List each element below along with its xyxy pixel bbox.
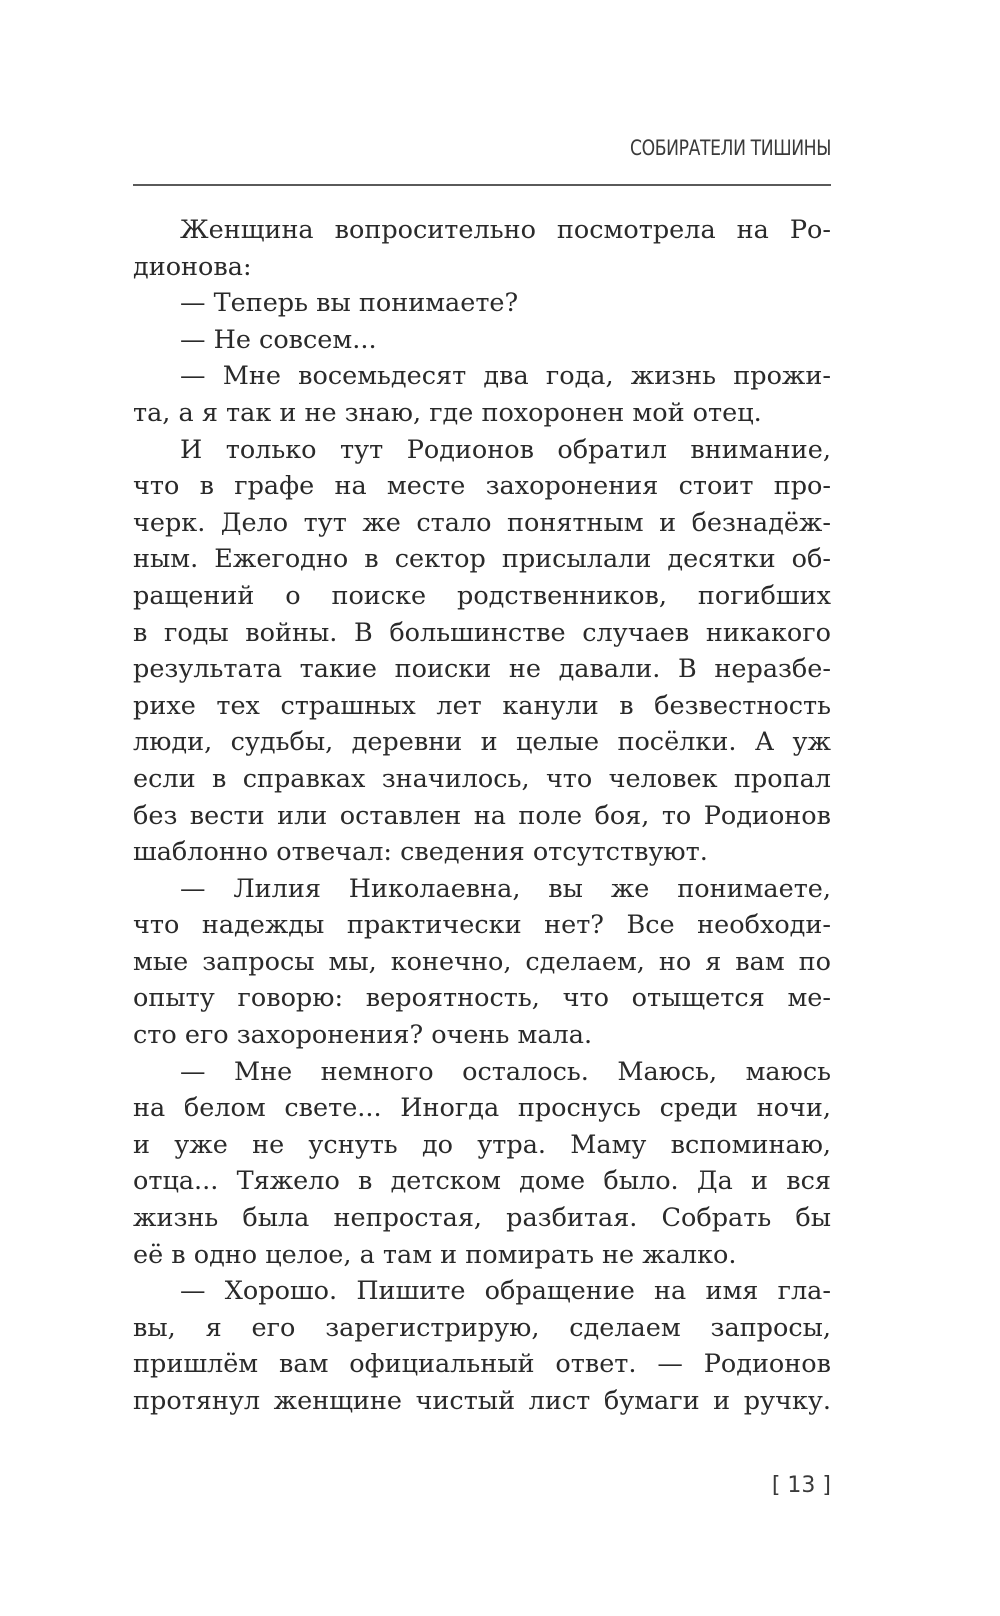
text-line: черк. Дело тут же стало понятным и безнадёж- — [133, 507, 831, 538]
text-line: та, а я так и не знаю, где похоронен мой отец. — [133, 397, 762, 428]
text-line: опыту говорю: вероятность, что отыщется ме- — [133, 983, 831, 1014]
text-line: протянул женщине чистый лист бумаги и ручку. — [133, 1386, 831, 1416]
text-line: дионова: — [133, 251, 252, 282]
text-line: ращений о поиске родственников, погибших — [133, 580, 831, 611]
text-line: — Хорошо. Пишите обращение на имя гла- — [180, 1276, 831, 1307]
text-line: на белом свете... Иногда проснусь среди ночи, — [133, 1093, 831, 1124]
text-line: отца... Тяжело в детском доме было. Да и вся — [133, 1166, 831, 1197]
text-line: что в графе на месте захоронения стоит про- — [133, 471, 831, 502]
text-line: вы, я его зарегистрирую, сделаем запросы, — [133, 1312, 831, 1343]
text-line: мые запросы мы, конечно, сделаем, но я вам по — [133, 946, 831, 977]
text-line: сто его захоронения? очень мала. — [133, 1020, 593, 1051]
text-line: пришлём вам официальный ответ. — Родионов — [133, 1349, 831, 1380]
text-line: жизнь была непростая, разбитая. Собрать бы — [133, 1203, 831, 1234]
text-line: в годы войны. В большинстве случаев никакого — [133, 617, 831, 648]
text-line: — Мне восемьдесят два года, жизнь прожи- — [180, 361, 831, 392]
text-line: без вести или оставлен на поле боя, то Родионов — [133, 800, 831, 831]
text-line: что надежды практически нет? Все необходи- — [133, 910, 831, 941]
text-line: ным. Ежегодно в сектор присылали десятки об- — [133, 544, 831, 575]
text-line: И только тут Родионов обратил внимание, — [180, 434, 831, 465]
text-line: и уже не уснуть до утра. Маму вспоминаю, — [133, 1129, 831, 1160]
text-line: шаблонно отвечал: сведения отсутствуют. — [133, 837, 708, 868]
text-line: — Мне немного осталось. Маюсь, маюсь — [180, 1056, 831, 1087]
header-divider — [133, 184, 831, 186]
text-line: — Не совсем... — [180, 324, 377, 355]
text-line: люди, судьбы, деревни и целые посёлки. А уж — [133, 727, 831, 758]
text-line: рихе тех страшных лет канули в безвестность — [133, 690, 831, 721]
text-line: — Лилия Николаевна, вы же понимаете, — [180, 873, 831, 904]
text-line: Женщина вопросительно посмотрела на Ро- — [180, 215, 831, 245]
text-line: — Теперь вы понимаете? — [180, 288, 519, 319]
text-line: результата такие поиски не давали. В неразбе- — [133, 654, 831, 685]
text-line: её в одно целое, а там и помирать не жалко. — [133, 1239, 737, 1270]
page-text — [133, 212, 831, 1420]
text-line: если в справках значилось, что человек пропал — [133, 763, 831, 794]
page-number: [ 13 ] — [771, 1473, 831, 1498]
running-header-title: СОБИРАТЕЛИ ТИШИНЫ — [629, 136, 831, 160]
